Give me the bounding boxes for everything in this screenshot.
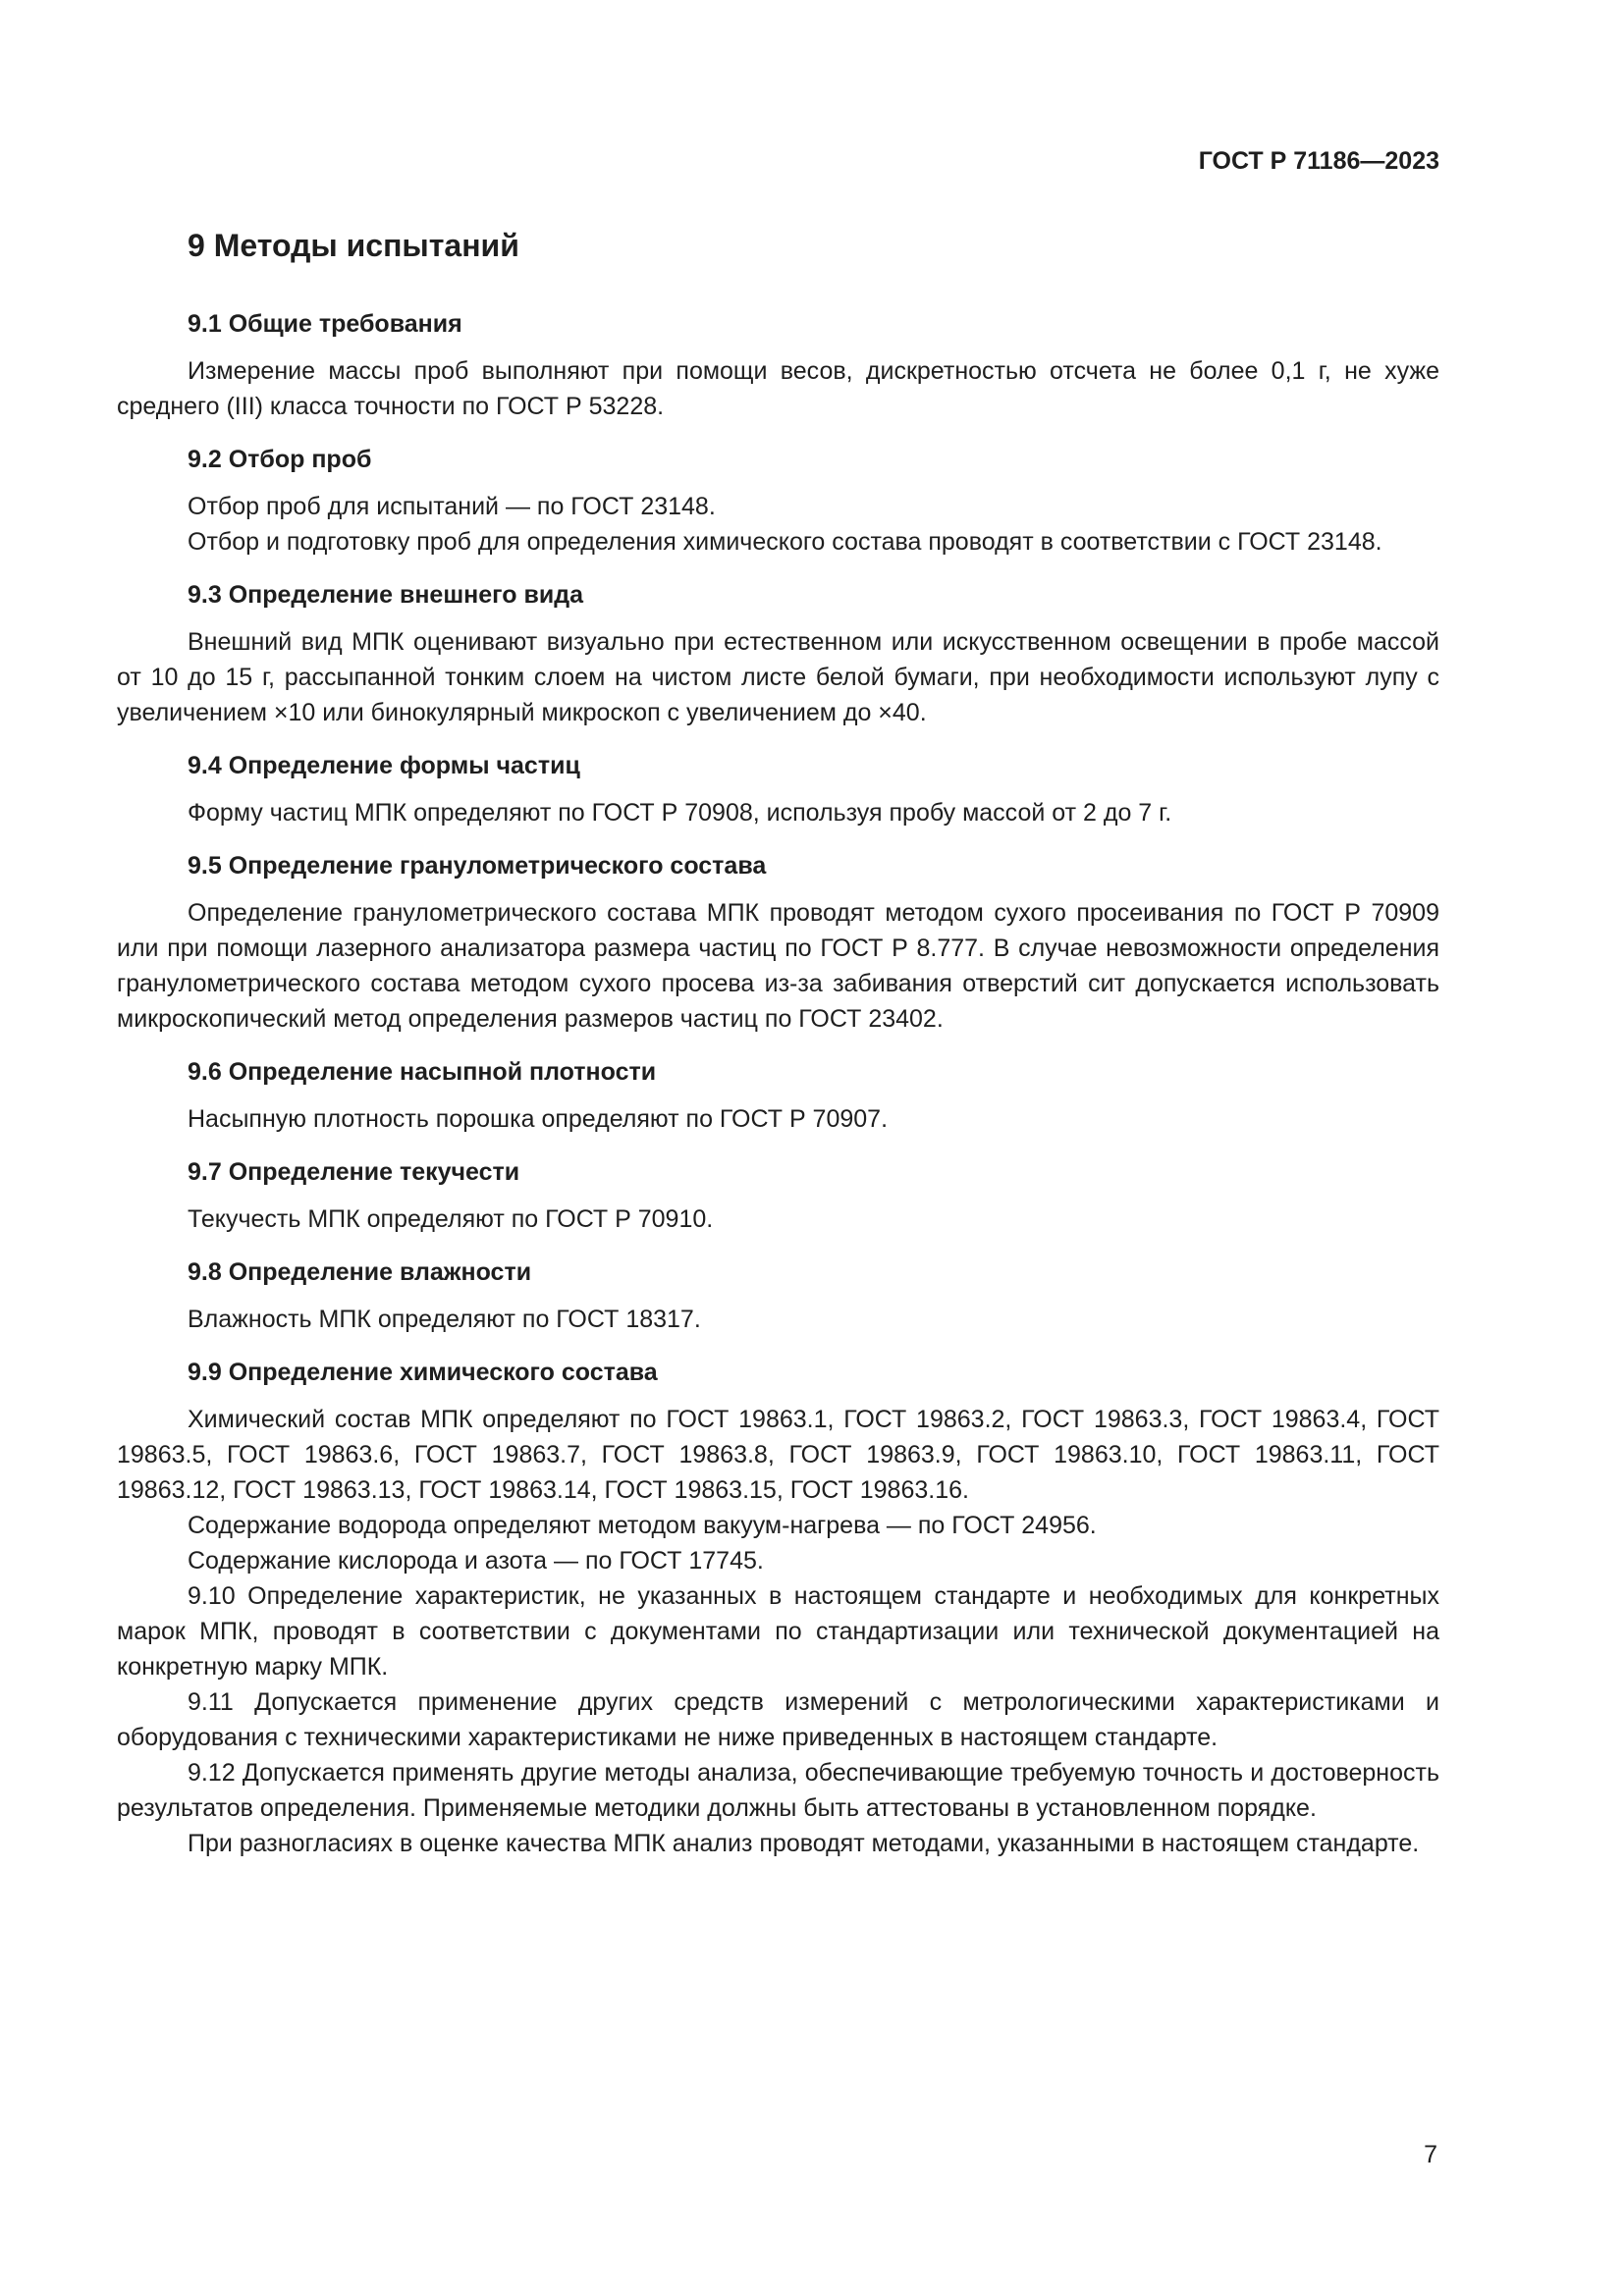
- paragraph: Отбор проб для испытаний — по ГОСТ 23148.: [188, 493, 716, 520]
- subsection-heading: 9.8 Определение влажности: [188, 1258, 532, 1286]
- subsection-9-1: [117, 306, 1439, 424]
- subsection-heading: 9.9 Определение химического состава: [188, 1359, 658, 1386]
- subsection-9-4: [117, 748, 1439, 830]
- subsection-9-8: [117, 1255, 1439, 1337]
- paragraph: 9.11 Допускается применение других средств измерений с метрологическими характеристиками и оборудования с техническими характеристиками не ниже приведенных в настоящем стандарте.: [117, 1688, 1439, 1751]
- subsection-heading: 9.3 Определение внешнего вида: [188, 581, 583, 609]
- paragraph: Отбор и подготовку проб для определения химического состава проводят в соответствии с ГОСТ 23148.: [188, 528, 1382, 556]
- paragraph: Содержание кислорода и азота — по ГОСТ 17745.: [188, 1547, 764, 1575]
- paragraph: Форму частиц МПК определяют по ГОСТ Р 70908, используя пробу массой от 2 до 7 г.: [188, 799, 1172, 827]
- section-title: 9 Методы испытаний: [188, 228, 519, 263]
- subsection-9-6: [117, 1054, 1439, 1137]
- paragraph: Насыпную плотность порошка определяют по ГОСТ Р 70907.: [188, 1105, 889, 1133]
- page-content: [117, 224, 1439, 1879]
- paragraph: Текучесть МПК определяют по ГОСТ Р 70910.: [188, 1205, 714, 1233]
- paragraph: 9.12 Допускается применять другие методы анализа, обеспечивающие требуемую точность и достоверность результатов определения. Применяемые методики должны быть аттестованы в установленном порядке.: [117, 1759, 1439, 1822]
- subsection-heading: 9.4 Определение формы частиц: [188, 752, 580, 779]
- subsection-heading: 9.2 Отбор проб: [188, 446, 372, 473]
- subsection-9-2: [117, 442, 1439, 560]
- page-number: 7: [1424, 2141, 1437, 2168]
- subsection-9-7: [117, 1154, 1439, 1237]
- subsection-heading: 9.1 Общие требования: [188, 310, 462, 338]
- subsection-9-3: [117, 577, 1439, 730]
- subsection-heading: 9.7 Определение текучести: [188, 1158, 520, 1186]
- paragraph: 9.10 Определение характеристик, не указанных в настоящем стандарте и необходимых для конкретных марок МПК, проводят в соответствии с документами по стандартизации или технической документацией на конкретную марку МПК.: [117, 1582, 1439, 1681]
- document-code-header: ГОСТ Р 71186—2023: [1198, 147, 1439, 175]
- paragraph: Измерение массы проб выполняют при помощи весов, дискретностью отсчета не более 0,1 г, не хуже среднего (III) класса точности по ГОСТ Р 53228.: [117, 357, 1439, 420]
- subsection-heading: 9.6 Определение насыпной плотности: [188, 1058, 657, 1086]
- subsection-9-5: [117, 848, 1439, 1037]
- paragraph: Внешний вид МПК оценивают визуально при естественном или искусственном освещении в пробе массой от 10 до 15 г, рассыпанной тонким слоем на чистом листе белой бумаги, при необходимости используют лупу с увеличением ×10 или бинокулярный микроскоп с увеличением до ×40.: [117, 628, 1439, 726]
- paragraph: Определение гранулометрического состава МПК проводят методом сухого просеивания по ГОСТ Р 70909 или при помощи лазерного анализатора размера частиц по ГОСТ Р 8.777. В случае невозможности определения гранулометрического состава методом сухого просева из-за забивания отверстий сит допускается использовать микроскопический метод определения размеров частиц по ГОСТ 23402.: [117, 899, 1439, 1033]
- subsection-9-9: [117, 1355, 1439, 1861]
- subsection-heading: 9.5 Определение гранулометрического состава: [188, 852, 767, 880]
- paragraph: Содержание водорода определяют методом вакуум-нагрева — по ГОСТ 24956.: [188, 1512, 1097, 1539]
- paragraph: Влажность МПК определяют по ГОСТ 18317.: [188, 1306, 701, 1333]
- paragraph: При разногласиях в оценке качества МПК анализ проводят методами, указанными в настоящем стандарте.: [188, 1830, 1420, 1857]
- paragraph: Химический состав МПК определяют по ГОСТ 19863.1, ГОСТ 19863.2, ГОСТ 19863.3, ГОСТ 19863.4, ГОСТ 19863.5, ГОСТ 19863.6, ГОСТ 19863.7, ГОСТ 19863.8, ГОСТ 19863.9, ГОСТ 19863.10, ГОСТ 19863.11, ГОСТ 19863.12, ГОСТ 19863.13, ГОСТ 19863.14, ГОСТ 19863.15, ГОСТ 19863.16.: [117, 1406, 1439, 1504]
